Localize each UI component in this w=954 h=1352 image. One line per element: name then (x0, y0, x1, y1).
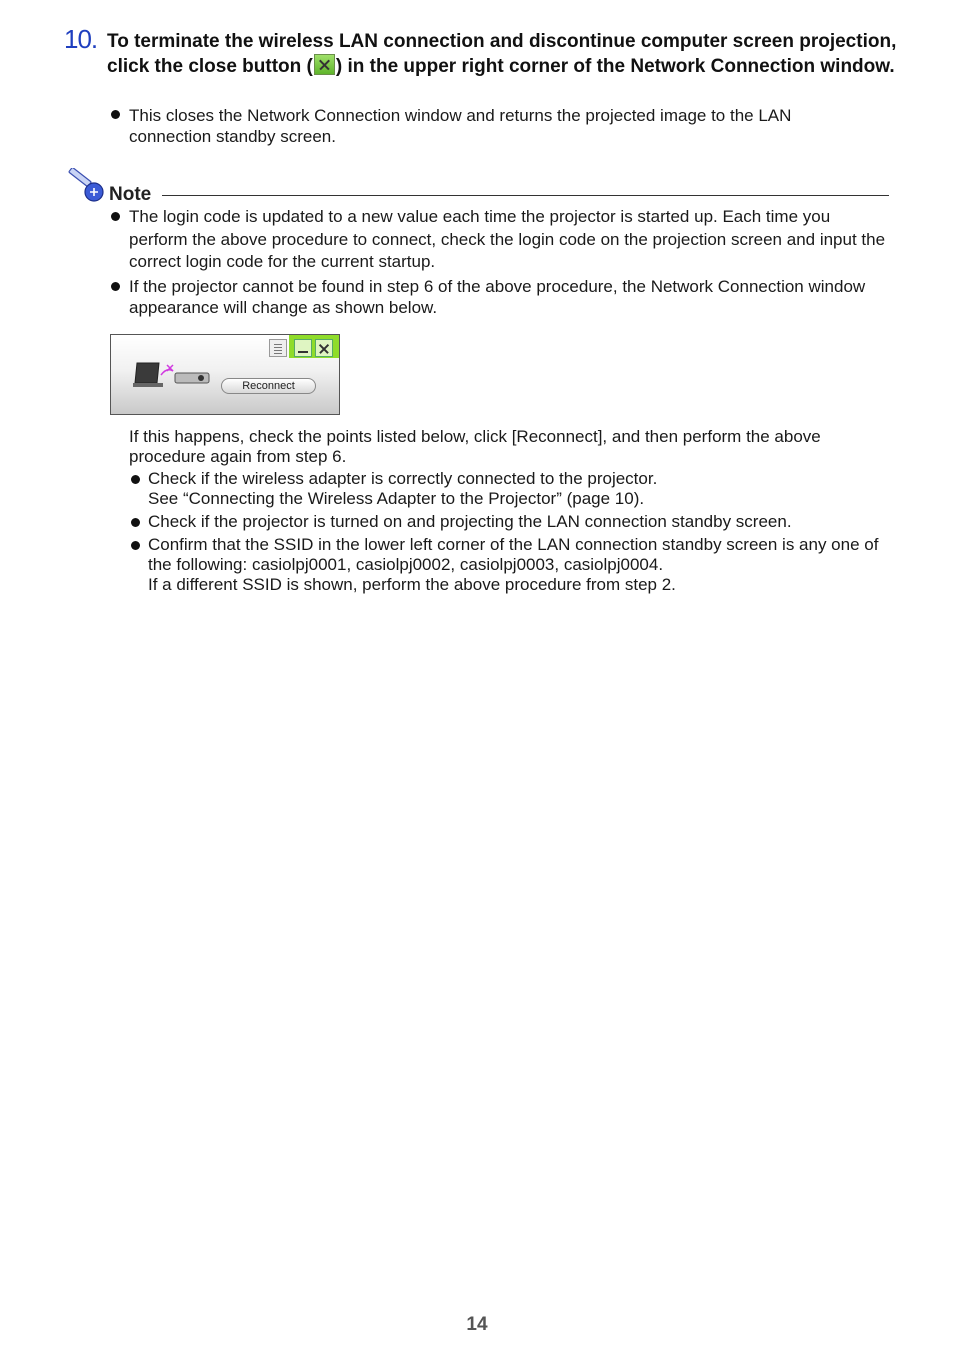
bullet-dot (131, 475, 140, 484)
check-line: Check if the wireless adapter is correctly connected to the projector. (148, 469, 658, 488)
network-connection-window (110, 334, 340, 415)
step-bullet: This closes the Network Connection window and returns the projected image to the LAN connection standby screen. (129, 106, 792, 146)
bullet-dot (111, 212, 120, 221)
check-line: If a different SSID is shown, perform the above procedure from step 2. (148, 575, 676, 594)
check-line: Check if the projector is turned on and projecting the LAN connection standby screen. (148, 512, 792, 531)
minimize-button[interactable] (294, 339, 312, 357)
reconnect-button[interactable]: Reconnect (221, 378, 316, 394)
step-heading-text-1: To terminate the wireless LAN connection and discontinue computer screen projection, click the close button ( (107, 31, 897, 77)
step-number: 10. (64, 24, 98, 54)
note-bullet: The login code is updated to a new value each time the projector is started up. Each time you perform the above procedure to connect, check the login code on the projection screen and input the correct login code for the current startup. (129, 207, 886, 271)
check-item (148, 535, 888, 595)
note-label: Note (109, 184, 152, 205)
check-item (148, 512, 888, 532)
step-heading (107, 29, 907, 79)
step-heading-text-2: ) in the upper right corner of the Network Connection window. (335, 56, 895, 77)
close-button-icon (314, 54, 335, 75)
note-bullet: If the projector cannot be found in step 6 of the above procedure, the Network Connection window appearance will change as shown below. (129, 277, 866, 317)
note-pen-icon (66, 168, 106, 204)
close-button[interactable] (315, 339, 333, 357)
menu-button[interactable] (269, 339, 287, 357)
laptop-projector-icon (131, 359, 211, 393)
check-item (148, 469, 888, 509)
bullet-dot (131, 541, 140, 550)
check-line: Confirm that the SSID in the lower left corner of the LAN connection standby screen is any one of the following: casiolpj0001, casiolpj0002, casiolpj0003, casiolpj0004. (148, 535, 879, 574)
note-divider (162, 195, 889, 196)
check-line: See “Connecting the Wireless Adapter to the Projector” (page 10). (148, 489, 645, 508)
bullet-dot (131, 518, 140, 527)
bullet-dot (111, 282, 120, 291)
followup-intro: If this happens, check the points listed below, click [Reconnect], and then perform the above procedure again from step 6. (129, 427, 821, 466)
page-number: 14 (466, 1314, 488, 1335)
bullet-dot (111, 110, 120, 119)
